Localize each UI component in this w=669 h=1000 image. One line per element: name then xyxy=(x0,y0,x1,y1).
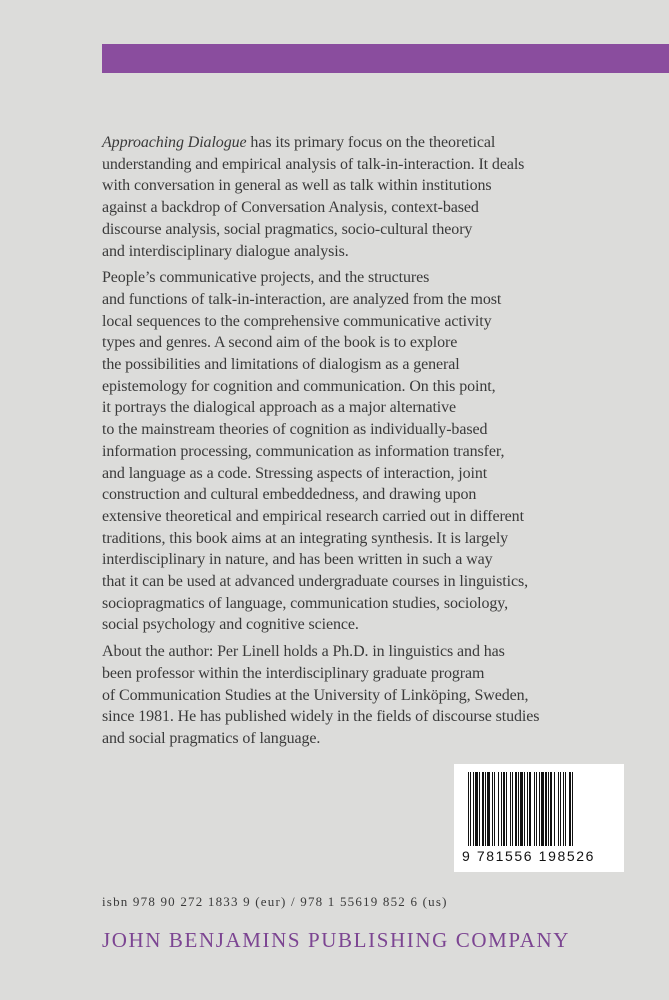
blurb-paragraph-2 xyxy=(102,267,572,636)
barcode-bar xyxy=(560,772,561,846)
blurb-line: epistemology for cognition and communication. On this point, xyxy=(102,377,496,395)
barcode-bar xyxy=(548,772,549,846)
blurb-line: traditions, this book aims at an integrating synthesis. It is largely xyxy=(102,529,509,547)
blurb-line: and functions of talk-in-interaction, are analyzed from the most xyxy=(102,290,502,308)
blurb-line: interdisciplinary in nature, and has been written in such a way xyxy=(102,551,493,569)
blurb-line: extensive theoretical and empirical research carried out in different xyxy=(102,507,524,525)
blurb-line: against a backdrop of Conversation Analysis, context-based xyxy=(102,199,479,217)
barcode-bar xyxy=(515,772,517,846)
blurb-line: construction and cultural embeddedness, and drawing upon xyxy=(102,486,477,504)
barcode-bar xyxy=(558,772,559,846)
barcode-bar xyxy=(470,772,471,846)
barcode-bar xyxy=(536,772,537,846)
barcode-bar xyxy=(479,772,480,846)
barcode-bar xyxy=(494,772,495,846)
back-cover-blurb xyxy=(102,132,572,755)
blurb-line: with conversation in general as well as talk within institutions xyxy=(102,177,492,195)
barcode-bar xyxy=(554,772,555,846)
barcode-bar xyxy=(487,772,490,846)
barcode-bar xyxy=(541,772,544,846)
barcode-bar xyxy=(534,772,535,846)
barcode-digits: 9 781556 198526 xyxy=(462,848,595,864)
barcode-bar xyxy=(503,772,505,846)
barcode-bar xyxy=(492,772,493,846)
barcode-bar xyxy=(498,772,499,846)
book-title-italic: Approaching Dialogue xyxy=(102,134,247,151)
blurb-line: that it can be used at advanced undergraduate courses in linguistics, xyxy=(102,573,528,591)
blurb-line: it portrays the dialogical approach as a major alternative xyxy=(102,399,457,417)
blurb-line: the possibilities and limitations of dialogism as a general xyxy=(102,356,460,374)
barcode-bar xyxy=(473,772,474,846)
blurb-line: since 1981. He has published widely in the fields of discourse studies xyxy=(102,708,540,726)
barcode-bar xyxy=(506,772,507,846)
barcode-bar xyxy=(510,772,511,846)
barcode-bar xyxy=(550,772,552,846)
isbn-line: isbn 978 90 272 1833 9 (eur) / 978 1 55619 852 6 (us) xyxy=(102,894,448,909)
blurb-line: sociopragmatics of language, communication studies, sociology, xyxy=(102,594,509,612)
accent-bar xyxy=(102,44,669,73)
barcode-bar xyxy=(572,772,573,846)
blurb-paragraph-1 xyxy=(102,132,572,262)
blurb-line: and social pragmatics of language. xyxy=(102,729,321,747)
blurb-line: local sequences to the comprehensive communicative activity xyxy=(102,312,492,330)
barcode-bar xyxy=(539,772,540,846)
blurb-line: types and genres. A second aim of the book is to explore xyxy=(102,334,458,352)
barcode-bar xyxy=(468,772,469,846)
blurb-line: and language as a code. Stressing aspects of interaction, joint xyxy=(102,464,488,482)
barcode-bar xyxy=(529,772,531,846)
blurb-line: and interdisciplinary dialogue analysis. xyxy=(102,242,349,260)
barcode-bar xyxy=(501,772,502,846)
barcode-bar xyxy=(565,772,566,846)
barcode-bar xyxy=(512,772,513,846)
barcode-bar xyxy=(527,772,528,846)
barcode-bar xyxy=(485,772,486,846)
barcode-bars xyxy=(468,772,610,846)
blurb-line: information processing, communication as information transfer, xyxy=(102,442,505,460)
publisher-name: JOHN BENJAMINS PUBLISHING COMPANY xyxy=(102,928,571,952)
barcode-bar xyxy=(524,772,525,846)
barcode-bar xyxy=(569,772,571,846)
barcode-bar xyxy=(482,772,484,846)
barcode xyxy=(454,764,624,872)
blurb-line: Approaching Dialogue has its primary focus on the theoretical xyxy=(102,134,496,151)
blurb-line: of Communication Studies at the University of Linköping, Sweden, xyxy=(102,686,529,704)
barcode-bar xyxy=(475,772,478,846)
blurb-line: People’s communicative projects, and the structures xyxy=(102,269,430,287)
blurb-line: understanding and empirical analysis of talk-in-interaction. It deals xyxy=(102,155,525,173)
barcode-bar xyxy=(518,772,519,846)
blurb-line: discourse analysis, social pragmatics, socio-cultural theory xyxy=(102,220,473,238)
blurb-line: to the mainstream theories of cognition as individually-based xyxy=(102,421,488,439)
barcode-bar xyxy=(545,772,547,846)
barcode-bar xyxy=(520,772,523,846)
blurb-line: social psychology and cognitive science. xyxy=(102,616,359,634)
barcode-bar xyxy=(563,772,564,846)
blurb-line: been professor within the interdisciplinary graduate program xyxy=(102,664,485,682)
author-bio xyxy=(102,641,572,750)
blurb-line: About the author: Per Linell holds a Ph.D. in linguistics and has xyxy=(102,643,505,661)
